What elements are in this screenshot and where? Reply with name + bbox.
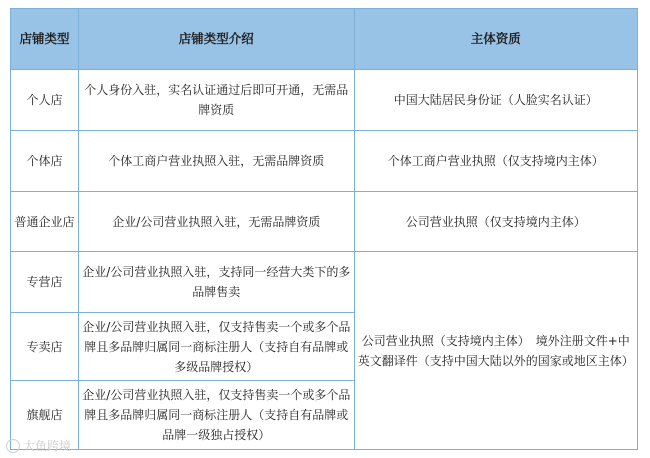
table-row	[11, 70, 638, 131]
watermark-logo-icon	[6, 439, 20, 453]
table-header-row	[11, 9, 638, 70]
store-type-cell: 个人店	[11, 70, 79, 131]
qualification-cell: 个体工商户营业执照（仅支持境内主体）	[354, 131, 637, 192]
store-intro-cell: 企业/公司营业执照入驻，无需品牌资质	[79, 192, 354, 252]
table-row	[11, 131, 638, 192]
store-intro-cell: 个体工商户营业执照入驻，无需品牌资质	[79, 131, 354, 192]
table-row	[11, 252, 638, 313]
watermark	[6, 437, 71, 454]
store-intro-cell: 个人身份入驻，实名认证通过后即可开通，无需品牌资质	[79, 70, 354, 131]
store-type-table	[10, 8, 638, 450]
header-qualification: 主体资质	[354, 9, 637, 70]
store-intro-cell: 企业/公司营业执照入驻，仅支持售卖一个或多个品牌且多品牌归属同一商标注册人（支持自有品牌或多级品牌授权）	[79, 313, 354, 381]
table-row	[11, 192, 638, 252]
store-type-cell: 普通企业店	[11, 192, 79, 252]
store-type-cell: 专卖店	[11, 313, 79, 381]
header-store-type: 店铺类型	[11, 9, 79, 70]
qualification-cell: 公司营业执照（仅支持境内主体）	[354, 192, 637, 252]
store-type-cell: 旗舰店	[11, 381, 79, 450]
store-intro-cell: 企业/公司营业执照入驻，仅支持售卖一个或多个品牌且多品牌归属同一商标注册人（支持自有品牌或品牌一级独占授权）	[79, 381, 354, 450]
store-type-cell: 个体店	[11, 131, 79, 192]
store-type-cell: 专营店	[11, 252, 79, 313]
watermark-text: 大鱼跨境	[23, 439, 72, 453]
header-store-intro: 店铺类型介绍	[79, 9, 354, 70]
qualification-cell: 中国大陆居民身份证（人脸实名认证）	[354, 70, 637, 131]
store-intro-cell: 企业/公司营业执照入驻，支持同一经营大类下的多品牌售卖	[79, 252, 354, 313]
merged-qualification-cell: 公司营业执照（支持境内主体） 境外注册文件+中英文翻译件（支持中国大陆以外的国家或地区主体）	[354, 252, 637, 450]
